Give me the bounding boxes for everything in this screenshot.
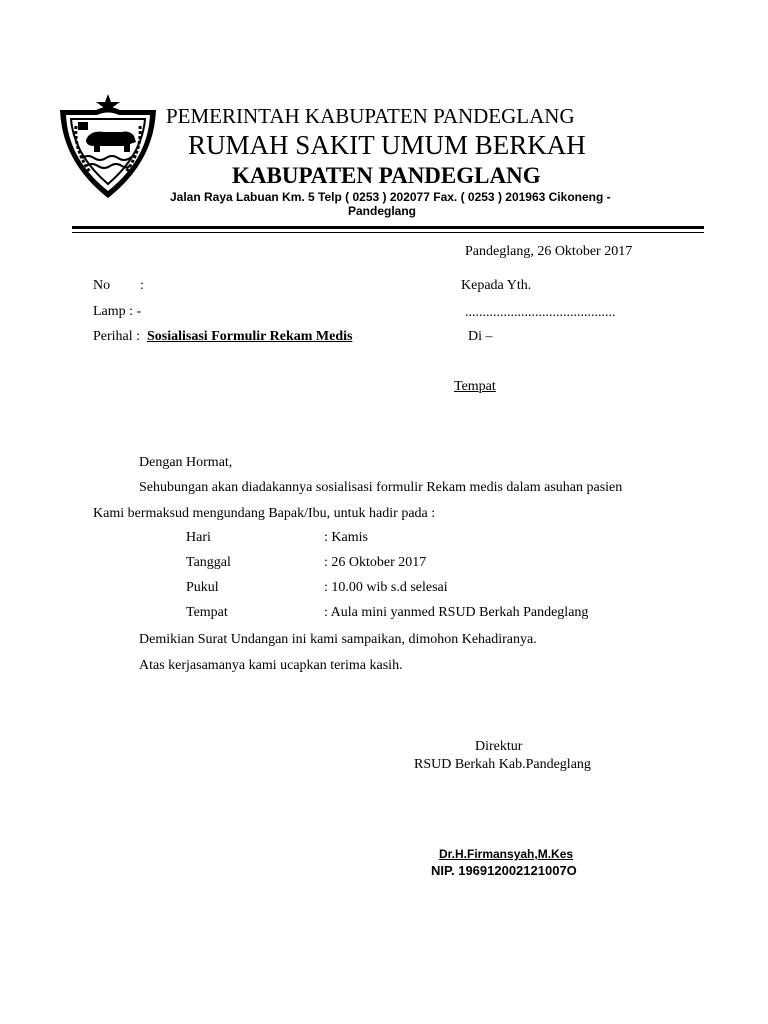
detail-value-date: : 26 Oktober 2017 xyxy=(324,555,427,570)
recipient-placeholder: ........................................... xyxy=(465,305,616,320)
closing-paragraph-1: Demikian Surat Undangan ini kami sampaikan, dimohon Kehadiranya. xyxy=(139,632,537,647)
body-paragraph-2: Kami bermaksud mengundang Bapak/Ibu, untuk hadir pada : xyxy=(93,506,436,521)
recipient-line: Kepada Yth. xyxy=(461,278,532,293)
closing-paragraph-2: Atas kerjasamanya kami ucapkan terima kasih. xyxy=(139,658,403,673)
detail-value-time: : 10.00 wib s.d selesai xyxy=(324,580,448,595)
signatory-nip: NIP. 196912002121007O xyxy=(431,863,577,878)
subject-value: Sosialisasi Formulir Rekam Medis xyxy=(147,329,353,344)
detail-label-place: Tempat xyxy=(186,605,228,620)
detail-label-day: Hari xyxy=(186,530,211,545)
detail-value-day: : Kamis xyxy=(324,530,368,545)
detail-value-place: : Aula mini yanmed RSUD Berkah Pandeglang xyxy=(324,605,589,620)
letter-date: Pandeglang, 26 Oktober 2017 xyxy=(465,244,633,259)
body-paragraph-1: Sehubungan akan diadakannya sosialisasi formulir Rekam medis dalam asuhan pasien xyxy=(139,480,623,495)
number-colon: : xyxy=(140,278,144,293)
greeting: Dengan Hormat, xyxy=(139,455,233,470)
signatory-title: Direktur xyxy=(475,739,523,754)
signatory-organization: RSUD Berkah Kab.Pandeglang xyxy=(414,757,591,772)
address-line-1: Jalan Raya Labuan Km. 5 Telp ( 0253 ) 202077 Fax. ( 0253 ) 201963 Cikoneng - xyxy=(170,190,611,204)
number-label: No xyxy=(93,278,111,293)
signatory-name: Dr.H.Firmansyah,M.Kes xyxy=(439,847,574,861)
detail-label-date: Tanggal xyxy=(186,555,231,570)
recipient-place: Tempat xyxy=(454,379,496,394)
address-line-2: Pandeglang xyxy=(348,204,417,218)
letterhead-divider-thick xyxy=(72,226,704,229)
regency-name: KABUPATEN PANDEGLANG xyxy=(232,163,541,188)
regency-emblem-logo xyxy=(56,92,160,202)
subject-label: Perihal : xyxy=(93,329,141,344)
hospital-name: RUMAH SAKIT UMUM BERKAH xyxy=(188,130,586,160)
attachment-line: Lamp : - xyxy=(93,304,142,319)
government-name: PEMERINTAH KABUPATEN PANDEGLANG xyxy=(166,104,575,128)
recipient-di: Di – xyxy=(468,329,493,344)
letterhead-divider-thin xyxy=(72,232,704,233)
detail-label-time: Pukul xyxy=(186,580,219,595)
